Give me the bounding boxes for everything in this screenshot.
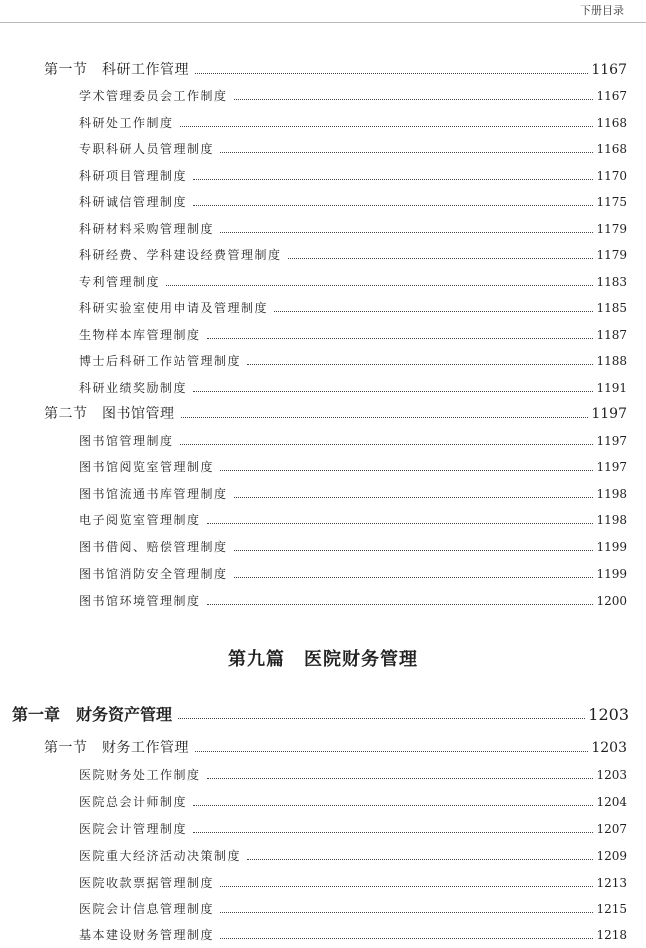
toc-section-entry[interactable]: [44, 60, 627, 80]
toc-leader-dots: [166, 284, 593, 286]
toc-item-label: 图书馆环境管理制度: [79, 594, 201, 608]
toc-page-number: 1200: [596, 594, 627, 608]
toc-item[interactable]: [79, 378, 627, 398]
toc-leader-dots: [180, 125, 594, 127]
toc-item-label: 生物样本库管理制度: [79, 328, 201, 342]
toc-leader-dots: [234, 549, 594, 551]
toc-page-number: 1187: [596, 328, 627, 342]
toc-leader-dots: [274, 310, 593, 312]
toc-item-label: 图书馆流通书库管理制度: [79, 487, 228, 501]
toc-item[interactable]: [79, 192, 627, 212]
toc-leader-dots: [195, 750, 588, 752]
toc-leader-dots: [247, 363, 593, 365]
toc-item-label: 科研经费、学科建设经费管理制度: [79, 248, 282, 262]
toc-item[interactable]: [79, 325, 627, 345]
toc-item[interactable]: [79, 537, 627, 557]
toc-page-number: 1209: [596, 849, 627, 863]
toc-leader-dots: [178, 717, 585, 719]
toc-item[interactable]: [79, 431, 627, 451]
toc-item-label: 科研材料采购管理制度: [79, 222, 215, 236]
toc-leader-dots: [220, 911, 593, 913]
toc-section-entry[interactable]: [44, 404, 627, 424]
toc-page-number: 1185: [596, 301, 627, 315]
toc-page-number: 1204: [596, 795, 627, 809]
toc-page-number: 1167: [591, 62, 627, 78]
toc-item-label: 博士后科研工作站管理制度: [79, 354, 242, 368]
toc-section-entry[interactable]: [44, 738, 627, 758]
toc-item[interactable]: [79, 925, 627, 945]
toc-leader-dots: [207, 522, 594, 524]
toc-leader-dots: [220, 151, 593, 153]
toc-item-label: 科研处工作制度: [79, 116, 174, 130]
toc-item[interactable]: [79, 564, 627, 584]
toc-page-number: 1215: [596, 902, 627, 916]
toc-item-label: 电子阅览室管理制度: [79, 513, 201, 527]
toc-item-label: 科研诚信管理制度: [79, 195, 188, 209]
toc-item[interactable]: [79, 899, 627, 919]
toc-item-label: 图书借阅、赔偿管理制度: [79, 540, 228, 554]
toc-item-label: 图书馆阅览室管理制度: [79, 460, 215, 474]
toc-leader-dots: [193, 831, 593, 833]
toc-page-number: 1168: [596, 116, 627, 130]
toc-leader-dots: [234, 576, 594, 578]
part-title: 第九篇 医院财务管理: [228, 649, 418, 670]
toc-page-number: 1213: [596, 876, 627, 890]
toc-item[interactable]: [79, 819, 627, 839]
toc-item-label: 基本建设财务管理制度: [79, 928, 215, 942]
toc-item-label: 科研业绩奖励制度: [79, 381, 188, 395]
toc-page-number: 1203: [591, 740, 627, 756]
toc-page-number: 1199: [596, 540, 627, 554]
toc-item-label: 图书馆消防安全管理制度: [79, 567, 228, 581]
toc-leader-dots: [247, 858, 593, 860]
header-title: 下册目录: [580, 4, 624, 17]
toc-item[interactable]: [79, 457, 627, 477]
toc-leader-dots: [193, 178, 593, 180]
toc-page-number: 1197: [591, 406, 627, 422]
toc-page-number: 1218: [596, 928, 627, 942]
toc-item[interactable]: [79, 591, 627, 611]
toc-leader-dots: [195, 72, 588, 74]
toc-section-label: 第一节 财务工作管理: [44, 740, 189, 756]
toc-leader-dots: [193, 204, 593, 206]
toc-leader-dots: [207, 337, 594, 339]
toc-leader-dots: [180, 443, 594, 445]
toc-chapter-label: 第一章 财务资产管理: [12, 705, 173, 724]
toc-item-label: 医院财务处工作制度: [79, 768, 201, 782]
toc-item[interactable]: [79, 139, 627, 159]
toc-page-number: 1197: [596, 460, 627, 474]
toc-item[interactable]: [79, 166, 627, 186]
toc-page-number: 1191: [596, 381, 627, 395]
toc-page-number: 1167: [596, 89, 627, 103]
toc-page-number: 1179: [596, 248, 627, 262]
toc-section-label: 第一节 科研工作管理: [44, 62, 189, 78]
toc-item[interactable]: [79, 873, 627, 893]
toc-leader-dots: [234, 98, 594, 100]
toc-item[interactable]: [79, 792, 627, 812]
toc-leader-dots: [288, 257, 594, 259]
toc-item-label: 科研项目管理制度: [79, 169, 188, 183]
toc-item[interactable]: [79, 765, 627, 785]
toc-item-label: 医院收款票据管理制度: [79, 876, 215, 890]
toc-leader-dots: [234, 496, 594, 498]
toc-section-label: 第二节 图书馆管理: [44, 406, 175, 422]
toc-item[interactable]: [79, 86, 627, 106]
toc-page-number: 1207: [596, 822, 627, 836]
toc-item-label: 科研实验室使用申请及管理制度: [79, 301, 269, 315]
toc-item[interactable]: [79, 219, 627, 239]
toc-item-label: 专利管理制度: [79, 275, 161, 289]
toc-leader-dots: [181, 416, 589, 418]
toc-item[interactable]: [79, 351, 627, 371]
toc-page-number: 1175: [596, 195, 627, 209]
toc-leader-dots: [193, 390, 593, 392]
toc-page-number: 1183: [596, 275, 627, 289]
toc-page-number: 1170: [596, 169, 627, 183]
toc-item-label: 学术管理委员会工作制度: [79, 89, 228, 103]
toc-page-number: 1198: [596, 487, 627, 501]
toc-page-number: 1199: [596, 567, 627, 581]
toc-item-label: 图书馆管理制度: [79, 434, 174, 448]
toc-item-label: 医院重大经济活动决策制度: [79, 849, 242, 863]
toc-leader-dots: [220, 469, 593, 471]
toc-item[interactable]: [79, 245, 627, 265]
toc-page-number: 1203: [596, 768, 627, 782]
toc-item[interactable]: [79, 113, 627, 133]
toc-leader-dots: [220, 231, 593, 233]
toc-page-number: 1179: [596, 222, 627, 236]
toc-page-number: 1197: [596, 434, 627, 448]
toc-item-label: 医院总会计师制度: [79, 795, 188, 809]
toc-page-number: 1168: [596, 142, 627, 156]
toc-chapter-entry[interactable]: [12, 703, 629, 727]
toc-leader-dots: [207, 777, 594, 779]
toc-item[interactable]: [79, 272, 627, 292]
toc-item-label: 医院会计管理制度: [79, 822, 188, 836]
toc-leader-dots: [207, 603, 594, 605]
toc-leader-dots: [220, 937, 593, 939]
toc-leader-dots: [193, 804, 593, 806]
toc-item[interactable]: [79, 846, 627, 866]
toc-leader-dots: [220, 885, 593, 887]
toc-item[interactable]: [79, 510, 627, 530]
header-divider: [0, 22, 646, 23]
toc-page-number: 1188: [596, 354, 627, 368]
toc-item[interactable]: [79, 484, 627, 504]
toc-page-number: 1198: [596, 513, 627, 527]
toc-item[interactable]: [79, 298, 627, 318]
toc-page-number: 1203: [588, 705, 629, 724]
toc-item-label: 医院会计信息管理制度: [79, 902, 215, 916]
toc-item-label: 专职科研人员管理制度: [79, 142, 215, 156]
